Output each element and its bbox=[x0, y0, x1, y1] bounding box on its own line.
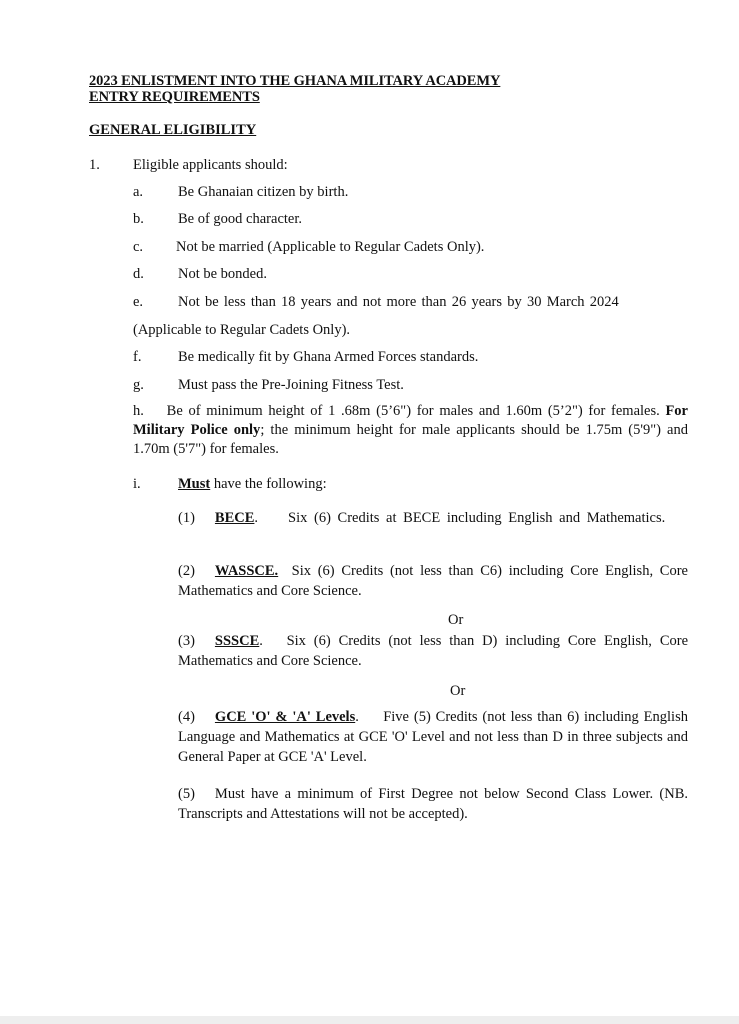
sub-text-i bbox=[178, 475, 327, 493]
page-bottom-edge bbox=[0, 1016, 739, 1024]
sub-label-d: d. bbox=[133, 266, 144, 282]
document-title bbox=[89, 73, 500, 105]
sub-text-h-rest: ; the minimum height for male applicants should be 1.75m (5'9") and 1.70m (5'7") for females. bbox=[133, 422, 688, 457]
req-number: (5) bbox=[178, 786, 195, 802]
title-line-2: ENTRY REQUIREMENTS bbox=[89, 89, 260, 105]
sub-text-a: Be Ghanaian citizen by birth. bbox=[178, 184, 349, 200]
req-number: (2) bbox=[178, 563, 195, 579]
req-number: (3) bbox=[178, 633, 195, 649]
sub-text-c: Not be married (Applicable to Regular Cadets Only). bbox=[176, 239, 485, 255]
req-punct: . bbox=[254, 510, 259, 526]
req-name: BECE bbox=[214, 510, 255, 526]
sub-text-h: Be of minimum height of 1 .68m (5’6") for males and 1.60m (5’2") for females. bbox=[166, 403, 660, 419]
sub-label-b: b. bbox=[133, 211, 144, 227]
item-number: 1. bbox=[89, 157, 100, 173]
or-separator-1: Or bbox=[448, 612, 464, 628]
req-text: Six (6) Credits (not less than D) including Core English, Core Mathematics and Core Science. bbox=[178, 633, 689, 669]
req-punct: . bbox=[355, 709, 359, 725]
sub-text-g: Must pass the Pre-Joining Fitness Test. bbox=[178, 377, 404, 393]
req-text: Five (5) Credits (not less than 6) including English Language and Mathematics at GCE 'O' Level and not less than D in three subjects and General Paper at GCE 'A' Level. bbox=[178, 709, 688, 765]
requirement-bece bbox=[178, 508, 688, 528]
sub-item-h bbox=[133, 402, 688, 459]
sub-label-h: h. bbox=[133, 403, 144, 419]
req-name: SSSCE bbox=[214, 633, 260, 649]
sub-label-a: a. bbox=[133, 184, 144, 200]
sub-label-i: i. bbox=[133, 476, 141, 492]
or-separator-2: Or bbox=[450, 683, 466, 699]
req-number: (4) bbox=[178, 709, 195, 725]
must-emphasis: Must bbox=[178, 476, 211, 492]
req-name: WASSCE. bbox=[214, 563, 279, 579]
requirement-wassce bbox=[178, 561, 688, 601]
sub-label-f: f. bbox=[133, 349, 142, 365]
sub-text-i-rest: have the following: bbox=[210, 476, 327, 492]
req-text: Six (6) Credits at BECE including English and Mathematics. bbox=[288, 510, 666, 526]
req-number: (1) bbox=[178, 510, 195, 526]
military-police-note: For Military Police only bbox=[133, 403, 688, 438]
req-text: Must have a minimum of First Degree not below Second Class Lower. (NB. Transcripts and Attestations will not be accepted). bbox=[178, 786, 688, 822]
title-line-1: 2023 ENLISTMENT INTO THE GHANA MILITARY ACADEMY bbox=[89, 73, 501, 89]
item-intro: Eligible applicants should: bbox=[133, 157, 288, 173]
req-punct: . bbox=[259, 633, 263, 649]
sub-text-e-continuation: (Applicable to Regular Cadets Only). bbox=[133, 322, 351, 338]
req-text: Six (6) Credits (not less than C6) including Core English, Core Mathematics and Core Science. bbox=[178, 563, 688, 599]
req-name: GCE 'O' & 'A' Levels bbox=[214, 709, 356, 725]
requirement-degree bbox=[178, 784, 688, 824]
sub-label-g: g. bbox=[133, 377, 144, 393]
requirement-sssce bbox=[178, 631, 688, 671]
requirement-gce bbox=[178, 707, 688, 767]
sub-text-f: Be medically fit by Ghana Armed Forces standards. bbox=[178, 349, 479, 365]
sub-label-c: c. bbox=[133, 239, 144, 255]
sub-label-e: e. bbox=[133, 294, 144, 310]
section-heading: GENERAL ELIGIBILITY bbox=[89, 122, 257, 138]
sub-text-e: Not be less than 18 years and not more than 26 years by 30 March 2024 bbox=[178, 294, 619, 310]
sub-text-d: Not be bonded. bbox=[178, 266, 267, 282]
sub-text-b: Be of good character. bbox=[178, 211, 303, 227]
